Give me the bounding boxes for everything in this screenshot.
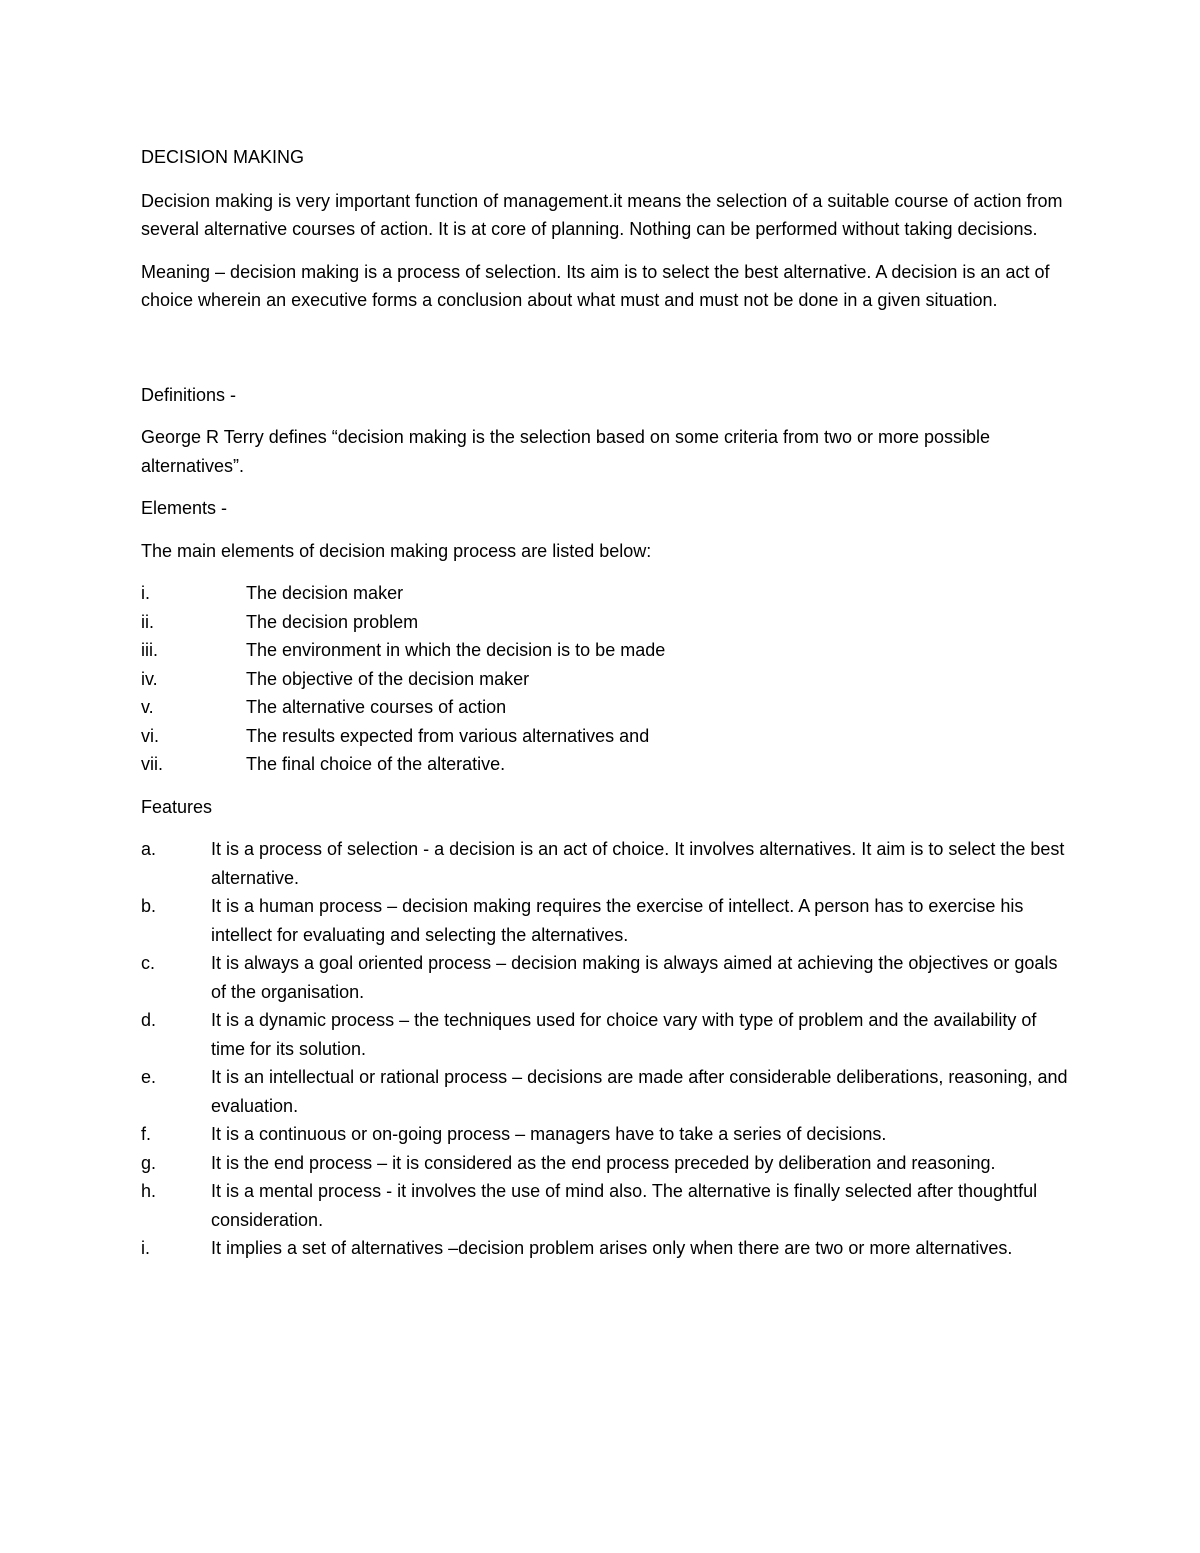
meaning-paragraph: Meaning – decision making is a process of selection. Its aim is to select the best alternative. A decision is an act of choice wherein an executive forms a conclusion about what must and must not be done in a given situation. <box>141 261 1050 310</box>
list-marker: vii. <box>141 754 163 774</box>
definition-terry: George R Terry defines “decision making is the selection based on some criteria from two or more possible alternatives”. <box>141 427 991 476</box>
elements-heading: Elements - <box>141 498 228 518</box>
list-item-text: It is a mental process - it involves the use of mind also. The alternative is finally selected after thoughtful consideration. <box>211 1181 1038 1230</box>
list-marker: ii. <box>141 611 154 632</box>
list-item-text: It is the end process – it is considered as the end process preceded by deliberation and reasoning. <box>211 1152 996 1173</box>
document-title: DECISION MAKING <box>141 147 305 167</box>
list-item-text: The final choice of the alterative. <box>246 754 506 774</box>
list-item <box>141 949 1071 1006</box>
list-item <box>141 1006 1071 1063</box>
list-marker: g. <box>141 1152 157 1173</box>
elements-intro: The main elements of decision making process are listed below: <box>141 540 652 561</box>
list-item <box>141 608 1071 637</box>
list-item-text: The environment in which the decision is to be made <box>246 640 666 660</box>
spacer <box>141 329 1071 381</box>
features-list <box>141 835 1071 1263</box>
list-marker: a. <box>141 839 157 859</box>
list-item-text: It is a process of selection - a decision is an act of choice. It involves alternatives. It aim is to select the best alternative. <box>211 839 1065 888</box>
list-item <box>141 892 1071 949</box>
document-body <box>141 143 1071 1263</box>
list-item-text: The decision maker <box>246 583 404 603</box>
list-marker: iv. <box>141 668 158 689</box>
list-item <box>141 693 1071 722</box>
elements-list <box>141 579 1071 779</box>
list-marker: i. <box>141 1238 150 1258</box>
list-marker: b. <box>141 896 157 916</box>
list-item <box>141 750 1071 779</box>
list-item <box>141 722 1071 751</box>
list-marker: e. <box>141 1067 157 1087</box>
list-item-text: The results expected from various alternatives and <box>246 725 650 746</box>
list-marker: vi. <box>141 725 159 746</box>
list-item-text: It is a continuous or on-going process – managers have to take a series of decisions. <box>211 1124 887 1144</box>
list-item <box>141 835 1071 892</box>
list-item <box>141 665 1071 694</box>
list-marker: f. <box>141 1124 152 1144</box>
list-item-text: It implies a set of alternatives –decision problem arises only when there are two or more alternatives. <box>211 1238 1013 1258</box>
list-item-text: It is a dynamic process – the techniques used for choice vary with type of problem and the availability of time for its solution. <box>211 1010 1037 1059</box>
list-marker: d. <box>141 1010 157 1030</box>
list-item <box>141 1177 1071 1234</box>
list-marker: i. <box>141 583 150 603</box>
intro-paragraph: Decision making is very important function of management.it means the selection of a suitable course of action from several alternative courses of action. It is at core of planning. Nothing can be performed without taking decisions. <box>141 190 1063 239</box>
features-heading: Features <box>141 796 213 817</box>
list-item-text: It is a human process – decision making requires the exercise of intellect. A person has to exercise his intellect for evaluating and selecting the alternatives. <box>211 896 1024 945</box>
list-item <box>141 579 1071 608</box>
list-item-text: The objective of the decision maker <box>246 668 530 689</box>
list-item <box>141 1063 1071 1120</box>
list-item-text: It is an intellectual or rational process – decisions are made after considerable deliberations, reasoning, and evaluation. <box>211 1067 1068 1116</box>
list-item <box>141 636 1071 665</box>
list-marker: iii. <box>141 640 158 660</box>
list-item <box>141 1234 1071 1263</box>
list-marker: v. <box>141 697 154 717</box>
list-item-text: The decision problem <box>246 611 419 632</box>
list-marker: c. <box>141 953 156 973</box>
list-item <box>141 1120 1071 1149</box>
list-item <box>141 1149 1071 1178</box>
definitions-heading: Definitions - <box>141 384 237 405</box>
list-item-text: The alternative courses of action <box>246 697 507 717</box>
list-item-text: It is always a goal oriented process – decision making is always aimed at achieving the objectives or goals of the organisation. <box>211 953 1058 1002</box>
list-marker: h. <box>141 1181 157 1201</box>
